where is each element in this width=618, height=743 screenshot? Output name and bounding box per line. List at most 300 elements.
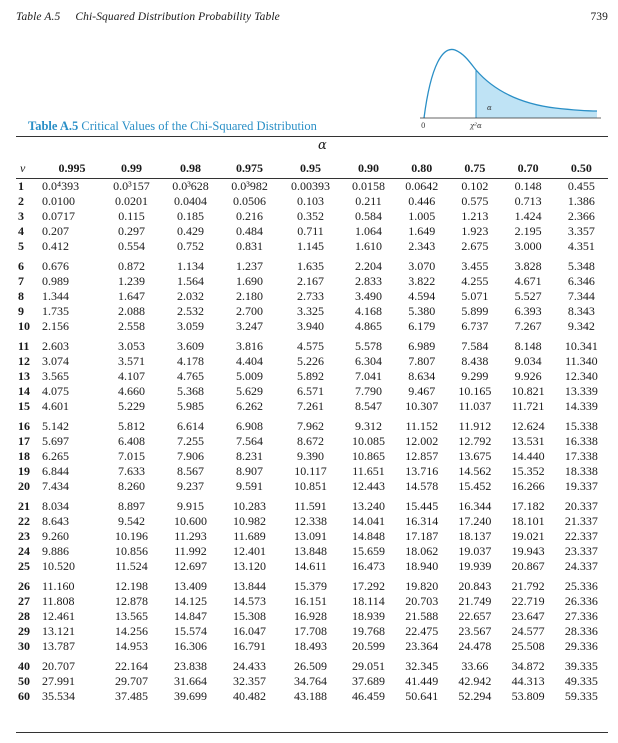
value-cell: 29.051 (352, 659, 386, 673)
value-cell: 13.675 (458, 449, 492, 463)
value-cell: 10.341 (564, 339, 598, 353)
value-cell: 8.672 (296, 434, 324, 448)
df-cell: 27 (18, 594, 30, 608)
value-cell: 4.765 (177, 369, 204, 383)
value-cell: 11.037 (458, 399, 492, 413)
value-cell: 0.711 (297, 224, 324, 238)
value-cell: 7.807 (408, 354, 436, 368)
value-cell: 7.962 (296, 419, 324, 433)
value-cell: 0.0³628 (172, 179, 209, 193)
value-cell: 11.992 (174, 544, 207, 558)
value-cell: 22.719 (511, 594, 545, 608)
value-cell: 4.671 (514, 274, 542, 288)
chi-squared-table (16, 158, 608, 704)
value-cell: 2.032 (177, 289, 204, 303)
value-cell: 0.0717 (42, 209, 75, 223)
value-cell: 11.808 (42, 594, 75, 608)
value-cell: 20.707 (42, 659, 75, 673)
df-cell: 22 (18, 514, 30, 528)
value-cell: 7.041 (355, 369, 383, 383)
value-cell: 12.697 (174, 559, 207, 573)
value-cell: 15.352 (511, 464, 545, 478)
value-cell: 9.542 (117, 514, 145, 528)
value-cell: 13.787 (42, 639, 75, 653)
value-cell: 5.899 (461, 304, 489, 318)
value-cell: 31.664 (174, 674, 207, 688)
value-cell: 23.647 (511, 609, 545, 623)
value-cell: 0.872 (117, 259, 145, 273)
value-cell: 22.337 (564, 529, 598, 543)
value-cell: 12.198 (114, 579, 148, 593)
value-cell: 10.196 (114, 529, 148, 543)
value-cell: 19.768 (352, 624, 386, 638)
col-header: 0.99 (102, 158, 161, 179)
value-cell: 3.940 (296, 319, 324, 333)
value-cell: 0.0158 (352, 179, 386, 193)
value-cell: 1.134 (177, 259, 204, 273)
value-cell: 3.059 (177, 319, 204, 333)
value-cell: 52.294 (458, 689, 492, 703)
value-cell: 10.117 (294, 464, 327, 478)
value-cell: 0.297 (117, 224, 145, 238)
value-cell: 7.564 (236, 434, 264, 448)
value-cell: 1.564 (177, 274, 204, 288)
value-cell: 7.434 (42, 479, 69, 493)
caption-number: Table A.5 (28, 119, 79, 133)
value-cell: 9.237 (177, 479, 204, 493)
value-cell: 2.204 (355, 259, 383, 273)
caption-text: Critical Values of the Chi-Squared Distribution (81, 119, 317, 133)
value-cell: 25.508 (511, 639, 545, 653)
df-cell: 23 (18, 529, 30, 543)
value-cell: 6.346 (567, 274, 595, 288)
value-cell: 7.015 (117, 449, 145, 463)
table-row (16, 239, 608, 254)
value-cell: 10.520 (42, 559, 75, 573)
value-cell: 9.915 (177, 499, 204, 513)
value-cell: 16.344 (458, 499, 492, 513)
df-cell: 2 (18, 194, 24, 208)
value-cell: 0.216 (236, 209, 264, 223)
value-cell: 4.594 (408, 289, 436, 303)
df-cell: 50 (18, 674, 30, 688)
col-header: 0.95 (279, 158, 342, 179)
df-cell: 21 (18, 499, 30, 513)
value-cell: 15.445 (405, 499, 439, 513)
value-cell: 11.160 (42, 579, 75, 593)
value-cell: 6.408 (117, 434, 145, 448)
header-table-title: Chi-Squared Distribution Probability Table (75, 11, 280, 23)
value-cell: 13.120 (233, 559, 267, 573)
value-cell: 7.790 (355, 384, 383, 398)
value-cell: 19.943 (511, 544, 545, 558)
value-cell: 3.000 (514, 239, 542, 253)
value-cell: 13.716 (405, 464, 439, 478)
value-cell: 3.565 (42, 369, 69, 383)
value-cell: 3.247 (236, 319, 264, 333)
value-cell: 18.940 (405, 559, 439, 573)
value-cell: 7.267 (514, 319, 542, 333)
value-cell: 0.0642 (405, 179, 439, 193)
value-cell: 5.368 (177, 384, 204, 398)
table-row (16, 544, 608, 559)
value-cell: 8.438 (461, 354, 489, 368)
value-cell: 18.338 (564, 464, 598, 478)
df-cell: 14 (18, 384, 30, 398)
value-cell: 12.624 (511, 419, 545, 433)
table-row (16, 274, 608, 289)
value-cell: 12.792 (458, 434, 492, 448)
table-row (16, 194, 608, 209)
value-cell: 7.584 (461, 339, 489, 353)
value-cell: 14.611 (294, 559, 327, 573)
value-cell: 4.255 (461, 274, 489, 288)
value-cell: 4.660 (117, 384, 145, 398)
df-cell: 18 (18, 449, 30, 463)
top-rule (16, 136, 608, 137)
value-cell: 11.152 (405, 419, 438, 433)
value-cell: 8.547 (355, 399, 383, 413)
df-cell: 1 (18, 179, 24, 193)
value-cell: 9.390 (296, 449, 324, 463)
value-cell: 5.812 (117, 419, 145, 433)
value-cell: 5.527 (514, 289, 542, 303)
value-cell: 12.878 (114, 594, 148, 608)
value-cell: 18.137 (458, 529, 492, 543)
value-cell: 10.600 (174, 514, 207, 528)
table-row (16, 434, 608, 449)
value-cell: 7.906 (177, 449, 204, 463)
table-row (16, 494, 608, 514)
df-cell: 28 (18, 609, 30, 623)
value-cell: 32.357 (233, 674, 267, 688)
value-cell: 11.340 (565, 354, 598, 368)
value-cell: 50.641 (405, 689, 439, 703)
value-cell: 13.339 (564, 384, 598, 398)
value-cell: 39.699 (174, 689, 207, 703)
df-cell: 30 (18, 639, 30, 653)
value-cell: 0.575 (461, 194, 489, 208)
value-cell: 37.689 (352, 674, 386, 688)
df-cell: 5 (18, 239, 24, 253)
df-cell: 60 (18, 689, 30, 703)
value-cell: 0.148 (514, 179, 542, 193)
value-cell: 19.820 (405, 579, 439, 593)
df-cell: 24 (18, 544, 30, 558)
value-cell: 9.034 (514, 354, 542, 368)
value-cell: 23.364 (405, 639, 439, 653)
table-row (16, 354, 608, 369)
value-cell: 3.828 (514, 259, 542, 273)
value-cell: 2.088 (117, 304, 145, 318)
value-cell: 2.700 (236, 304, 264, 318)
value-cell: 22.164 (114, 659, 148, 673)
value-cell: 9.312 (355, 419, 383, 433)
value-cell: 1.690 (236, 274, 264, 288)
col-header: 0.80 (395, 158, 448, 179)
table-row (16, 179, 608, 195)
value-cell: 6.908 (236, 419, 264, 433)
value-cell: 2.558 (117, 319, 145, 333)
value-cell: 46.459 (352, 689, 386, 703)
value-cell: 15.574 (174, 624, 207, 638)
value-cell: 15.308 (233, 609, 267, 623)
value-cell: 21.588 (405, 609, 439, 623)
value-cell: 14.440 (511, 449, 545, 463)
value-cell: 12.857 (405, 449, 439, 463)
table-row (16, 624, 608, 639)
value-cell: 5.380 (408, 304, 436, 318)
table-row (16, 689, 608, 704)
alpha-symbol: α (318, 138, 327, 153)
table-row (16, 574, 608, 594)
df-cell: 11 (18, 339, 30, 353)
value-cell: 0.455 (567, 179, 595, 193)
value-cell: 11.912 (458, 419, 492, 433)
value-cell: 2.156 (42, 319, 69, 333)
value-cell: 1.237 (236, 259, 264, 273)
value-cell: 6.989 (408, 339, 436, 353)
value-cell: 21.749 (458, 594, 492, 608)
value-cell: 10.982 (233, 514, 267, 528)
value-cell: 24.337 (564, 559, 598, 573)
value-cell: 16.928 (293, 609, 327, 623)
value-cell: 21.792 (511, 579, 545, 593)
value-cell: 14.562 (458, 464, 492, 478)
value-cell: 1.386 (567, 194, 595, 208)
critical-value-label: χ²α (470, 122, 482, 130)
value-cell: 17.338 (564, 449, 598, 463)
value-cell: 1.610 (355, 239, 383, 253)
value-cell: 16.314 (405, 514, 439, 528)
value-cell: 1.649 (408, 224, 436, 238)
value-cell: 6.179 (408, 319, 436, 333)
value-cell: 44.313 (511, 674, 545, 688)
value-cell: 4.075 (42, 384, 69, 398)
value-cell: 27.991 (42, 674, 75, 688)
df-cell: 3 (18, 209, 24, 223)
value-cell: 2.343 (408, 239, 436, 253)
value-cell: 18.101 (511, 514, 545, 528)
value-cell: 8.343 (567, 304, 595, 318)
value-cell: 13.091 (293, 529, 327, 543)
value-cell: 0.0³982 (231, 179, 268, 193)
value-cell: 16.266 (511, 479, 545, 493)
df-cell: 12 (18, 354, 30, 368)
value-cell: 20.703 (405, 594, 439, 608)
value-cell: 5.892 (296, 369, 324, 383)
value-cell: 26.509 (293, 659, 327, 673)
value-cell: 0.831 (236, 239, 264, 253)
column-header-row (16, 158, 608, 179)
table-row (16, 559, 608, 574)
value-cell: 12.401 (233, 544, 267, 558)
value-cell: 6.737 (461, 319, 489, 333)
value-cell: 0.0506 (233, 194, 267, 208)
value-cell: 11.524 (115, 559, 148, 573)
value-cell: 2.833 (355, 274, 383, 288)
df-cell: 4 (18, 224, 24, 238)
df-cell: 26 (18, 579, 30, 593)
v-header: v (16, 158, 42, 179)
value-cell: 14.848 (352, 529, 386, 543)
value-cell: 0.185 (177, 209, 204, 223)
value-cell: 15.452 (458, 479, 492, 493)
value-cell: 2.366 (567, 209, 595, 223)
table-row (16, 224, 608, 239)
value-cell: 14.041 (352, 514, 386, 528)
value-cell: 17.187 (405, 529, 439, 543)
value-cell: 1.145 (296, 239, 324, 253)
value-cell: 35.534 (42, 689, 75, 703)
value-cell: 11.689 (233, 529, 266, 543)
value-cell: 11.651 (352, 464, 385, 478)
value-cell: 0.0201 (114, 194, 148, 208)
table-row (16, 289, 608, 304)
value-cell: 17.240 (458, 514, 492, 528)
value-cell: 26.336 (564, 594, 598, 608)
table-row (16, 464, 608, 479)
value-cell: 14.573 (233, 594, 267, 608)
table-row (16, 369, 608, 384)
value-cell: 0.102 (461, 179, 489, 193)
df-cell: 20 (18, 479, 30, 493)
value-cell: 1.735 (42, 304, 69, 318)
value-cell: 22.475 (405, 624, 439, 638)
value-cell: 15.379 (293, 579, 327, 593)
value-cell: 5.697 (42, 434, 69, 448)
value-cell: 0.484 (236, 224, 264, 238)
value-cell: 17.292 (352, 579, 386, 593)
value-cell: 25.336 (564, 579, 598, 593)
value-cell: 39.335 (564, 659, 598, 673)
value-cell: 43.188 (293, 689, 327, 703)
value-cell: 9.591 (236, 479, 264, 493)
value-cell: 4.351 (567, 239, 595, 253)
value-cell: 2.675 (461, 239, 489, 253)
value-cell: 6.393 (514, 304, 542, 318)
value-cell: 14.256 (114, 624, 148, 638)
value-cell: 5.142 (42, 419, 69, 433)
value-cell: 2.167 (296, 274, 324, 288)
value-cell: 5.226 (296, 354, 324, 368)
value-cell: 16.047 (233, 624, 267, 638)
value-cell: 14.953 (114, 639, 148, 653)
value-cell: 19.021 (511, 529, 545, 543)
value-cell: 3.053 (117, 339, 145, 353)
value-cell: 6.262 (236, 399, 264, 413)
value-cell: 8.897 (117, 499, 145, 513)
value-cell: 8.148 (514, 339, 542, 353)
value-cell: 3.325 (296, 304, 324, 318)
value-cell: 23.337 (564, 544, 598, 558)
value-cell: 8.567 (177, 464, 204, 478)
value-cell: 16.473 (352, 559, 386, 573)
value-cell: 9.467 (408, 384, 436, 398)
value-cell: 3.609 (177, 339, 204, 353)
df-cell: 17 (18, 434, 30, 448)
value-cell: 10.165 (458, 384, 492, 398)
value-cell: 5.629 (236, 384, 264, 398)
value-cell: 7.344 (567, 289, 595, 303)
value-cell: 0.554 (117, 239, 145, 253)
chi-squared-density-figure (415, 44, 605, 130)
page-header (16, 11, 608, 23)
value-cell: 18.062 (405, 544, 439, 558)
value-cell: 53.809 (511, 689, 545, 703)
value-cell: 0.115 (118, 209, 145, 223)
value-cell: 0.412 (42, 239, 69, 253)
table-row (16, 514, 608, 529)
value-cell: 4.107 (117, 369, 145, 383)
df-cell: 7 (18, 274, 24, 288)
value-cell: 11.591 (294, 499, 327, 513)
value-cell: 21.337 (564, 514, 598, 528)
value-cell: 0.989 (42, 274, 69, 288)
value-cell: 8.034 (42, 499, 69, 513)
value-cell: 2.603 (42, 339, 69, 353)
value-cell: 1.344 (42, 289, 69, 303)
value-cell: 14.125 (174, 594, 207, 608)
value-cell: 12.461 (42, 609, 75, 623)
value-cell: 6.844 (42, 464, 69, 478)
value-cell: 4.168 (355, 304, 383, 318)
value-cell: 4.178 (177, 354, 204, 368)
value-cell: 2.733 (296, 289, 324, 303)
value-cell: 3.490 (355, 289, 383, 303)
value-cell: 13.240 (352, 499, 386, 513)
table-caption (28, 119, 317, 134)
value-cell: 1.647 (117, 289, 145, 303)
col-header: 0.50 (555, 158, 608, 179)
value-cell: 8.634 (408, 369, 436, 383)
df-cell: 29 (18, 624, 30, 638)
value-cell: 3.816 (236, 339, 264, 353)
value-cell: 23.567 (458, 624, 492, 638)
value-cell: 3.070 (408, 259, 436, 273)
value-cell: 42.942 (458, 674, 492, 688)
table-row (16, 254, 608, 274)
value-cell: 9.886 (42, 544, 69, 558)
value-cell: 13.844 (233, 579, 267, 593)
value-cell: 0.352 (296, 209, 324, 223)
value-cell: 1.424 (514, 209, 542, 223)
value-cell: 12.443 (352, 479, 386, 493)
area-alpha-label: α (487, 104, 492, 112)
value-cell: 13.531 (511, 434, 545, 448)
value-cell: 10.307 (405, 399, 439, 413)
value-cell: 37.485 (114, 689, 148, 703)
df-cell: 40 (18, 659, 30, 673)
df-cell: 9 (18, 304, 24, 318)
value-cell: 19.939 (458, 559, 492, 573)
value-cell: 10.856 (114, 544, 148, 558)
value-cell: 3.822 (408, 274, 436, 288)
table-body (16, 179, 608, 705)
value-cell: 4.865 (355, 319, 383, 333)
col-header: 0.995 (42, 158, 102, 179)
value-cell: 12.002 (405, 434, 439, 448)
value-cell: 3.074 (42, 354, 69, 368)
value-cell: 2.532 (177, 304, 204, 318)
value-cell: 1.635 (296, 259, 324, 273)
value-cell: 18.939 (352, 609, 386, 623)
value-cell: 0.713 (514, 194, 542, 208)
value-cell: 0.207 (42, 224, 69, 238)
value-cell: 11.721 (511, 399, 545, 413)
df-cell: 15 (18, 399, 30, 413)
value-cell: 5.071 (461, 289, 489, 303)
